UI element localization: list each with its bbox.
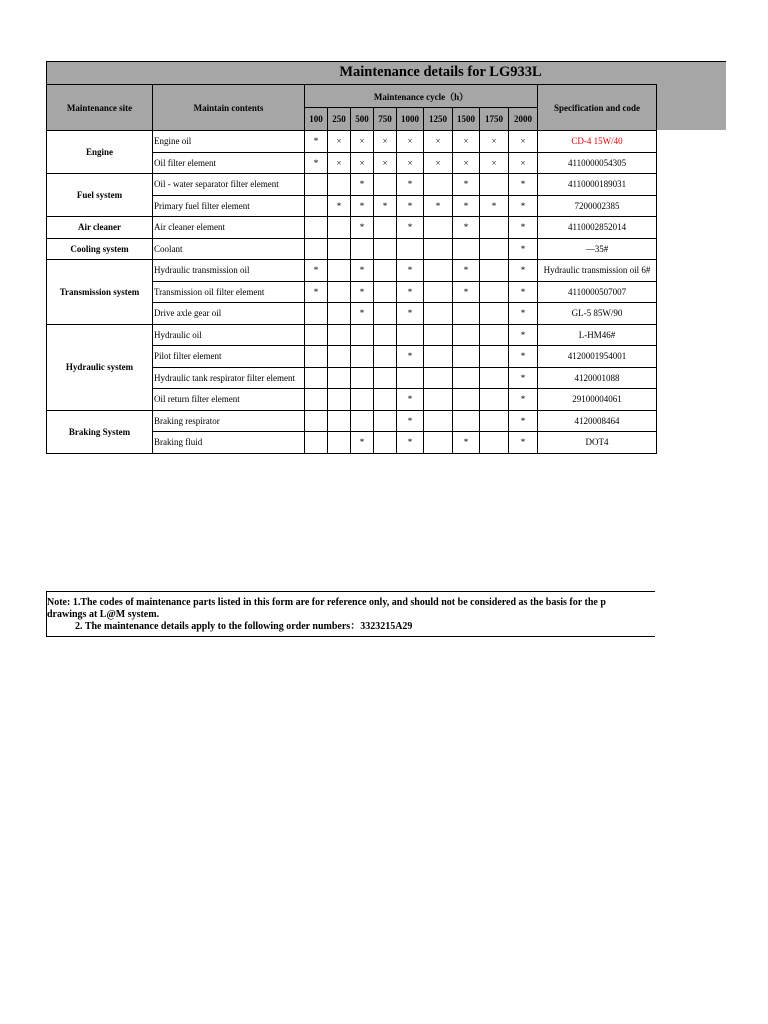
header-row-1 [47,85,657,108]
cycle-mark [328,260,351,282]
cycle-mark [453,389,480,411]
maintenance-site: Engine [47,131,153,174]
cycle-mark [328,346,351,368]
cycle-mark [328,281,351,303]
spec-code: L-HM46# [538,324,657,346]
header-contents: Maintain contents [153,85,305,131]
spec-code: CD-4 15W/40 [538,131,657,153]
cycle-mark: * [509,195,538,217]
header-site: Maintenance site [47,85,153,131]
note-box [46,591,655,637]
cycle-mark [480,367,509,389]
cycle-mark: * [509,174,538,196]
cycle-mark [424,389,453,411]
cycle-mark: * [509,410,538,432]
cycle-mark [374,389,397,411]
cycle-mark: × [453,152,480,174]
cycle-mark [480,281,509,303]
cycle-mark: * [397,174,424,196]
cycle-mark [480,324,509,346]
table-row [47,131,657,153]
cycle-mark [480,303,509,325]
table-row [47,174,657,196]
cycle-mark [305,324,328,346]
cycle-mark [328,303,351,325]
cycle-mark: * [397,432,424,454]
cycle-mark: * [453,195,480,217]
cycle-mark: × [480,152,509,174]
cycle-mark [453,367,480,389]
cycle-mark [424,217,453,239]
table-row [47,410,657,432]
cycle-mark: * [351,195,374,217]
cycle-mark [397,367,424,389]
interval-header: 2000 [509,108,538,131]
note-line-3: 2. The maintenance details apply to the following order numbers：3323215A29 [75,621,413,632]
cycle-mark: * [397,389,424,411]
maintain-content: Coolant [153,238,305,260]
interval-header: 100 [305,108,328,131]
cycle-mark: * [397,195,424,217]
cycle-mark: × [480,131,509,153]
cycle-mark: * [509,367,538,389]
cycle-mark [305,389,328,411]
cycle-mark: × [453,131,480,153]
cycle-mark: × [374,152,397,174]
cycle-mark: * [453,260,480,282]
cycle-mark [453,238,480,260]
cycle-mark: × [374,131,397,153]
cycle-mark [424,303,453,325]
cycle-mark [328,238,351,260]
cycle-mark: × [351,152,374,174]
cycle-mark [397,324,424,346]
cycle-mark: * [397,217,424,239]
cycle-mark [424,260,453,282]
maintenance-site: Fuel system [47,174,153,217]
cycle-mark [305,303,328,325]
cycle-mark: × [351,131,374,153]
cycle-mark [328,367,351,389]
interval-header: 750 [374,108,397,131]
cycle-mark: × [509,152,538,174]
cycle-mark: * [509,346,538,368]
cycle-mark [305,174,328,196]
cycle-mark [424,432,453,454]
cycle-mark: × [424,131,453,153]
cycle-mark [374,324,397,346]
cycle-mark [305,195,328,217]
cycle-mark: * [509,432,538,454]
cycle-mark: * [351,432,374,454]
cycle-mark [328,410,351,432]
cycle-mark [480,346,509,368]
cycle-mark [374,410,397,432]
maintenance-site: Braking System [47,410,153,453]
spec-code: 4110000507007 [538,281,657,303]
cycle-mark: * [453,281,480,303]
cycle-mark [328,174,351,196]
maintain-content: Air cleaner element [153,217,305,239]
cycle-mark [328,432,351,454]
cycle-mark [374,174,397,196]
maintain-content: Drive axle gear oil [153,303,305,325]
cycle-mark: * [397,346,424,368]
cycle-mark [305,410,328,432]
cycle-mark: × [328,131,351,153]
spec-code: Hydraulic transmission oil 6# [538,260,657,282]
interval-header: 250 [328,108,351,131]
cycle-mark: * [351,260,374,282]
cycle-mark: * [351,174,374,196]
cycle-mark [351,367,374,389]
cycle-mark [374,367,397,389]
table-row [47,324,657,346]
cycle-mark: * [397,410,424,432]
spec-code: GL-5 85W/90 [538,303,657,325]
maintain-content: Pilot filter element [153,346,305,368]
cycle-mark: × [424,152,453,174]
cycle-mark [305,238,328,260]
cycle-mark [305,367,328,389]
maintenance-site: Transmission system [47,260,153,325]
cycle-mark: * [509,324,538,346]
header-band-extension [655,84,726,130]
spec-code: 4120001954001 [538,346,657,368]
maintain-content: Engine oil [153,131,305,153]
cycle-mark [424,238,453,260]
cycle-mark [480,238,509,260]
cycle-mark: * [509,389,538,411]
cycle-mark [453,303,480,325]
cycle-mark [424,410,453,432]
spec-code: 29100004061 [538,389,657,411]
cycle-mark: × [509,131,538,153]
spec-code: 7200002385 [538,195,657,217]
maintenance-site: Cooling system [47,238,153,260]
note-line-1: Note: 1.The codes of maintenance parts listed in this form are for reference only, and should not be considered as the basis for the p [47,597,606,608]
cycle-mark [374,238,397,260]
cycle-mark [305,346,328,368]
cycle-mark [351,238,374,260]
cycle-mark [328,324,351,346]
interval-header: 1250 [424,108,453,131]
cycle-mark: * [509,303,538,325]
spec-code: 4110000189031 [538,174,657,196]
cycle-mark [480,217,509,239]
cycle-mark [480,260,509,282]
cycle-mark: * [305,152,328,174]
cycle-mark [424,281,453,303]
maintain-content: Hydraulic tank respirator filter element [153,367,305,389]
cycle-mark: * [480,195,509,217]
cycle-mark: × [397,131,424,153]
interval-header: 500 [351,108,374,131]
cycle-mark: * [374,195,397,217]
spec-code: —35# [538,238,657,260]
cycle-mark [424,174,453,196]
cycle-mark: * [509,281,538,303]
cycle-mark [374,432,397,454]
cycle-mark: * [397,303,424,325]
table-row [47,238,657,260]
maintain-content: Oil return filter element [153,389,305,411]
cycle-mark: * [351,281,374,303]
cycle-mark [397,238,424,260]
cycle-mark [480,389,509,411]
spec-code: DOT4 [538,432,657,454]
cycle-mark: * [397,260,424,282]
cycle-mark [480,410,509,432]
cycle-mark [374,303,397,325]
spec-code: 4120001088 [538,367,657,389]
cycle-mark: * [397,281,424,303]
maintain-content: Primary fuel filter element [153,195,305,217]
cycle-mark: * [453,217,480,239]
spec-code: 4110002852014 [538,217,657,239]
cycle-mark: * [453,432,480,454]
maintenance-site: Air cleaner [47,217,153,239]
cycle-mark [424,367,453,389]
cycle-mark [351,389,374,411]
maintain-content: Braking respirator [153,410,305,432]
cycle-mark: * [509,238,538,260]
cycle-mark [305,432,328,454]
interval-header: 1500 [453,108,480,131]
spec-code: 4110000054305 [538,152,657,174]
spec-code: 4120008464 [538,410,657,432]
table-row [47,260,657,282]
cycle-mark [453,324,480,346]
cycle-mark: * [453,174,480,196]
cycle-mark: * [305,131,328,153]
cycle-mark: × [397,152,424,174]
cycle-mark: * [305,281,328,303]
cycle-mark [453,346,480,368]
header-spec: Specification and code [538,85,657,131]
cycle-mark [351,346,374,368]
maintain-content: Braking fluid [153,432,305,454]
maintenance-site: Hydraulic system [47,324,153,410]
table-title: Maintenance details for LG933L [46,61,768,84]
cycle-mark [374,260,397,282]
header-cycle: Maintenance cycle（h） [305,85,538,108]
cycle-mark [480,432,509,454]
cycle-mark [305,217,328,239]
cycle-mark [424,346,453,368]
cycle-mark: * [328,195,351,217]
maintain-content: Hydraulic oil [153,324,305,346]
cycle-mark [328,389,351,411]
cycle-mark [351,324,374,346]
cycle-mark: * [305,260,328,282]
cycle-mark [424,324,453,346]
cycle-mark [374,217,397,239]
cycle-mark: × [328,152,351,174]
cycle-mark: * [424,195,453,217]
maintain-content: Hydraulic transmission oil [153,260,305,282]
cycle-mark: * [351,303,374,325]
maintain-content: Oil - water separator filter element [153,174,305,196]
cycle-mark: * [509,260,538,282]
cycle-mark [480,174,509,196]
cycle-mark [374,281,397,303]
cycle-mark: * [351,217,374,239]
cycle-mark [453,410,480,432]
cycle-mark: * [509,217,538,239]
interval-header: 1000 [397,108,424,131]
cycle-mark [374,346,397,368]
maintain-content: Transmission oil filter element [153,281,305,303]
note-line-2: drawings at L@M system. [47,609,160,620]
cycle-mark [328,217,351,239]
interval-header: 1750 [480,108,509,131]
table-row [47,217,657,239]
cycle-mark [351,410,374,432]
maintain-content: Oil filter element [153,152,305,174]
maintenance-table [46,84,657,454]
